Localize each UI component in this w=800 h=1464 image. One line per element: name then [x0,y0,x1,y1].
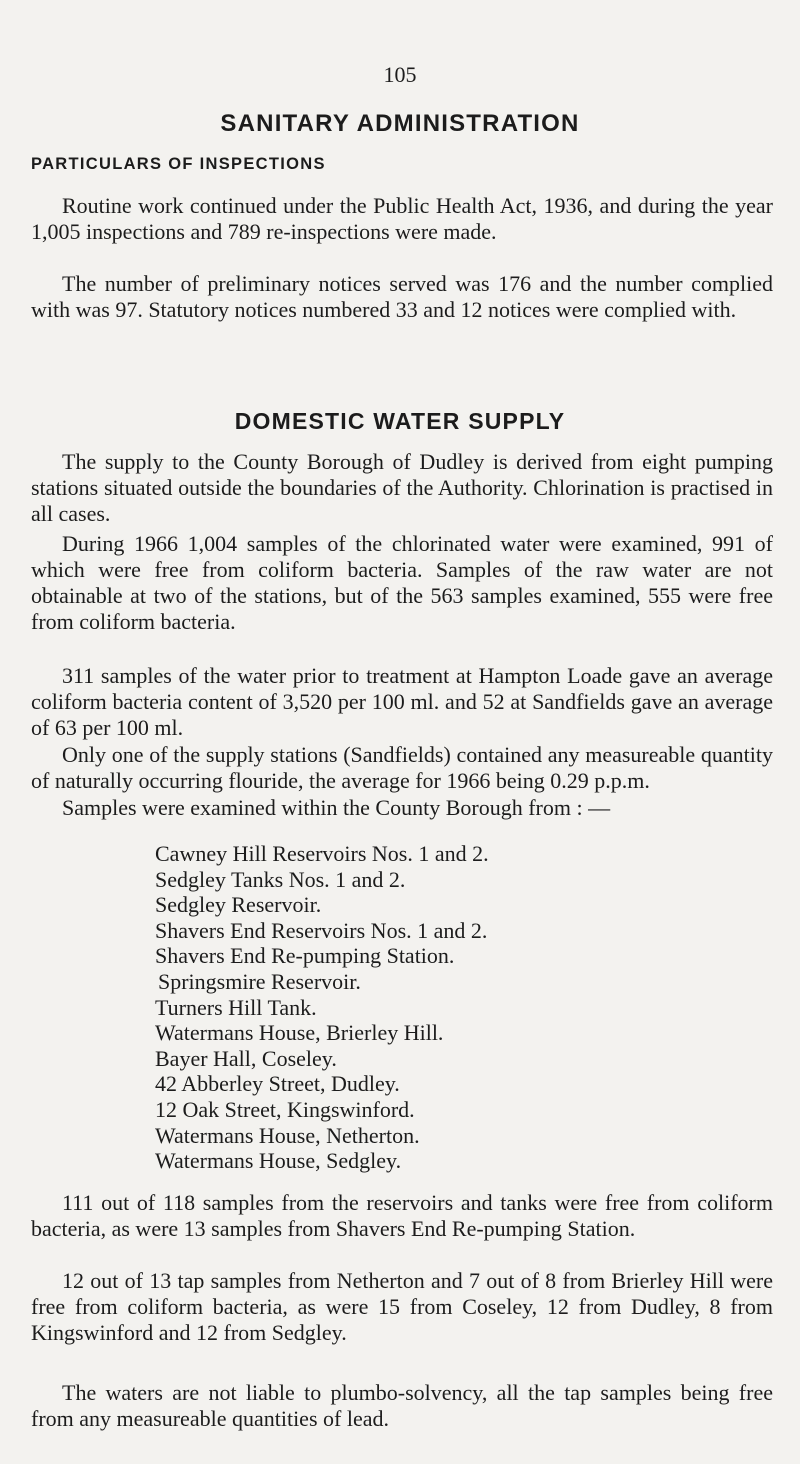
water-paragraph-4: Only one of the supply stations (Sandfields) contained any measureable quantity of naturally occurring flouride, the average for 1966 being 0.29 p.p.m. [31,742,773,793]
list-item: Sedgley Tanks Nos. 1 and 2. [155,866,406,892]
list-item: 12 Oak Street, Kingswinford. [155,1096,415,1122]
list-item: Shavers End Re-pumping Station. [155,943,455,969]
list-item: 42 Abberley Street, Dudley. [155,1071,400,1097]
list-item: Turners Hill Tank. [155,994,317,1020]
water-paragraph-1: The supply to the County Borough of Dudley is derived from eight pumping stations situated outside the boundaries of the Authority. Chlorination is practised in all cases. [31,449,773,526]
list-item: Bayer Hall, Coseley. [155,1045,337,1071]
water-paragraph-3: 311 samples of the water prior to treatment at Hampton Loade gave an average coliform bacteria content of 3,520 per 100 ml. and 52 at Sandfields gave an average of 63 per 100 ml. [31,663,773,740]
water-paragraph-6: 111 out of 118 samples from the reservoirs and tanks were free from coliform bacteria, as were 13 samples from Shavers End Re-pumping Station. [31,1190,773,1241]
inspections-paragraph-1: Routine work continued under the Public Health Act, 1936, and during the year 1,005 inspections and 789 re-inspections were made. [31,193,773,244]
water-paragraph-5: Samples were examined within the County Borough from : — [62,795,611,820]
list-item: Sedgley Reservoir. [155,892,322,918]
page-number: 105 [383,62,417,87]
water-paragraph-7: 12 out of 13 tap samples from Netherton and 7 out of 8 from Brierley Hill were free from coliform bacteria, as were 15 from Coseley, 12 from Dudley, 8 from Kingswinford and 12 from Sedgley. [31,1268,773,1345]
list-item: Watermans House, Sedgley. [155,1148,402,1174]
main-heading: SANITARY ADMINISTRATION [220,110,580,137]
water-supply-heading: DOMESTIC WATER SUPPLY [234,408,566,434]
inspections-paragraph-2: The number of preliminary notices served was 176 and the number complied with was 97. Statutory notices numbered 33 and 12 notices were complied with. [31,271,773,322]
list-item: Springsmire Reservoir. [158,968,361,994]
water-paragraph-2: During 1966 1,004 samples of the chlorinated water were examined, 991 of which were free from coliform bacteria. Samples of the raw water are not obtainable at two of the stations, but of the 563 samples examined, 555 were free from coliform bacteria. [31,531,773,634]
list-item: Shavers End Reservoirs Nos. 1 and 2. [155,917,488,943]
list-item: Cawney Hill Reservoirs Nos. 1 and 2. [155,841,489,866]
inspections-subheading: PARTICULARS OF INSPECTIONS [31,155,326,173]
list-item: Watermans House, Brierley Hill. [155,1020,444,1046]
water-paragraph-8: The waters are not liable to plumbo-solvency, all the tap samples being free from any measureable quantities of lead. [31,1380,773,1431]
list-item: Watermans House, Netherton. [155,1122,420,1148]
station-list [155,841,489,1174]
